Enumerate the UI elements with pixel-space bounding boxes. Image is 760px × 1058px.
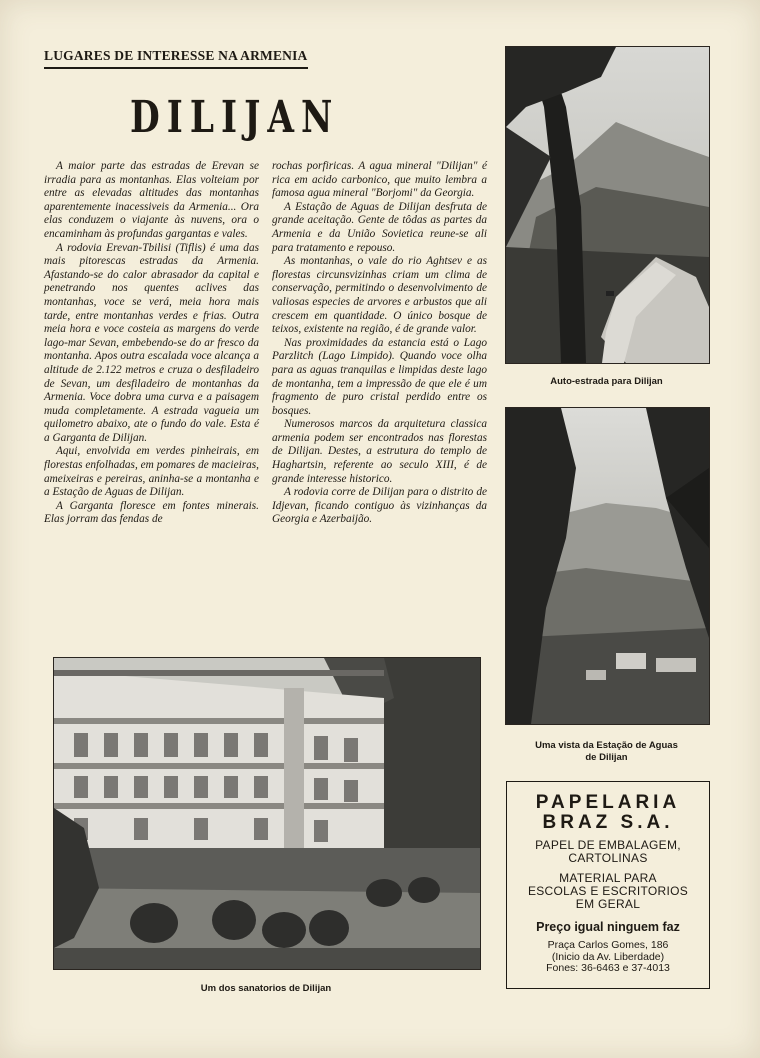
paragraph: Numerosos marcos da arquitetura classica armenia podem ser encontrados nas florestas de Dilijan. Destes, a estrutura do templo de Haghartsin, referente ao seculo XIII, é de grande interesse historico. [272,418,487,485]
road-photo-image [506,47,709,363]
ad-phones: Fones: 36-6463 e 37-4013 [546,962,670,974]
caption-line: Uma vista da Estação de Aguas [535,740,678,751]
paragraph: A rodovia corre de Dilijan para o distrito de Idjevan, ficando contiguo às vizinhanças da Georgia e Azerbaijão. [272,486,487,526]
ad-products-line: MATERIAL PARA [559,871,657,885]
spa-view-photo-caption [505,740,708,764]
ad-address-line: (Inicio da Av. Liberdade) [551,950,665,963]
ad-products-line: ESCOLAS E ESCRITORIOS [527,884,689,898]
article-column-right [272,160,487,527]
papelaria-advertisement [506,781,710,989]
ad-products-line: CARTOLINAS [568,851,648,865]
paragraph: As montanhas, o vale do rio Aghtsev e as florestas circunsvizinhas criam um clima de conservação, permitindo o desenvolvimento de valiosas especies de arvores e arbustos que ali crescem em quantidade. O único bosque de teixos, existente na região, é de grande valor. [272,255,487,336]
spa-view-photo-image [506,408,709,724]
sanatorium-photo-image [54,658,480,969]
article-title: DILIJAN [130,92,340,143]
paragraph: A Estação de Aguas de Dilijan desfruta de grande aceitação. Gente de tôdas as partes da Armenia e da União Sovietica reune-se ali para tratamento e repouso. [272,200,487,254]
paragraph: A rodovia Erevan-Tbilisi (Tiflis) é uma das mais pitorescas estradas da Armenia. Afastando-se do calor abrasador da capital e penetrando nos quentes aclives das montanhas, voce se verá, meia hora mais tarde, entre montanhas verdes e frias. Outra meia hora e voce costeia as margens do verde lago-mar Sevan, embebendo-se do ar fresco da montanha. Apos outra escalada voce alcança a altitude de 2.122 metros e cruza o desfiladeiro de Sevan, um desfiladeiro de montanhas da Armenia. Voce dobra uma curva e a paisagem muda completamente. A estrada vagueia um quilometro abaixo, ate o fundo do vale. Esta é a Garganta de Dilijan. [44,241,259,444]
ad-products-line: PAPEL DE EMBALAGEM, [535,838,681,852]
caption-line: de Dilijan [585,752,628,763]
paragraph-continuation: rochas porfiricas. A agua mineral "Dilijan" é rica em acido carbonico, que muito lembra a famosa agua mineral "Borjomi" da Georgia. [272,160,487,200]
paragraph: Nas proximidades da estancia está o Lago Parzlitch (Lago Limpido). Quando voce olha para as aguas tranquilas e limpidas deste lago de montanha, tem a impressão de que ele é um fragmento de puro cristal perdido entre os bosques. [272,336,487,417]
article-column-left [44,160,259,527]
paragraph: Aqui, envolvida em verdes pinheirais, em florestas enfolhadas, em pomares de macieiras, ameixeiras e pereiras, aninha-se a montanha e a Estação de Aguas de Dilijan. [44,445,259,499]
road-photo-caption: Auto-estrada para Dilijan [550,376,663,387]
spa-view-photo [505,407,710,725]
ad-company-name-line2: BRAZ S.A. [542,812,674,833]
sanatorium-photo [53,657,481,970]
paragraph: A maior parte das estradas de Erevan se irradia para as montanhas. Elas volteiam por entre as elevadas altitudes das montanhas aparentemente inacessiveis da Armenia... Ora elas conduzem o viajante às nuvens, ora o encaminham às profundas gargantas e vales. [44,160,259,240]
ad-address-line: Praça Carlos Gomes, 186 [547,939,669,951]
section-label: LUGARES DE INTERESSE NA ARMENIA [44,48,308,69]
ad-slogan: Preço igual ninguem faz [536,920,680,934]
paragraph: A Garganta floresce em fontes minerais. Elas jorram das fendas de [44,499,259,526]
sanatorium-photo-caption: Um dos sanatorios de Dilijan [200,983,332,994]
ad-products-line: EM GERAL [575,897,641,911]
ad-company-name-line1: PAPELARIA [535,792,681,813]
road-photo [505,46,710,364]
